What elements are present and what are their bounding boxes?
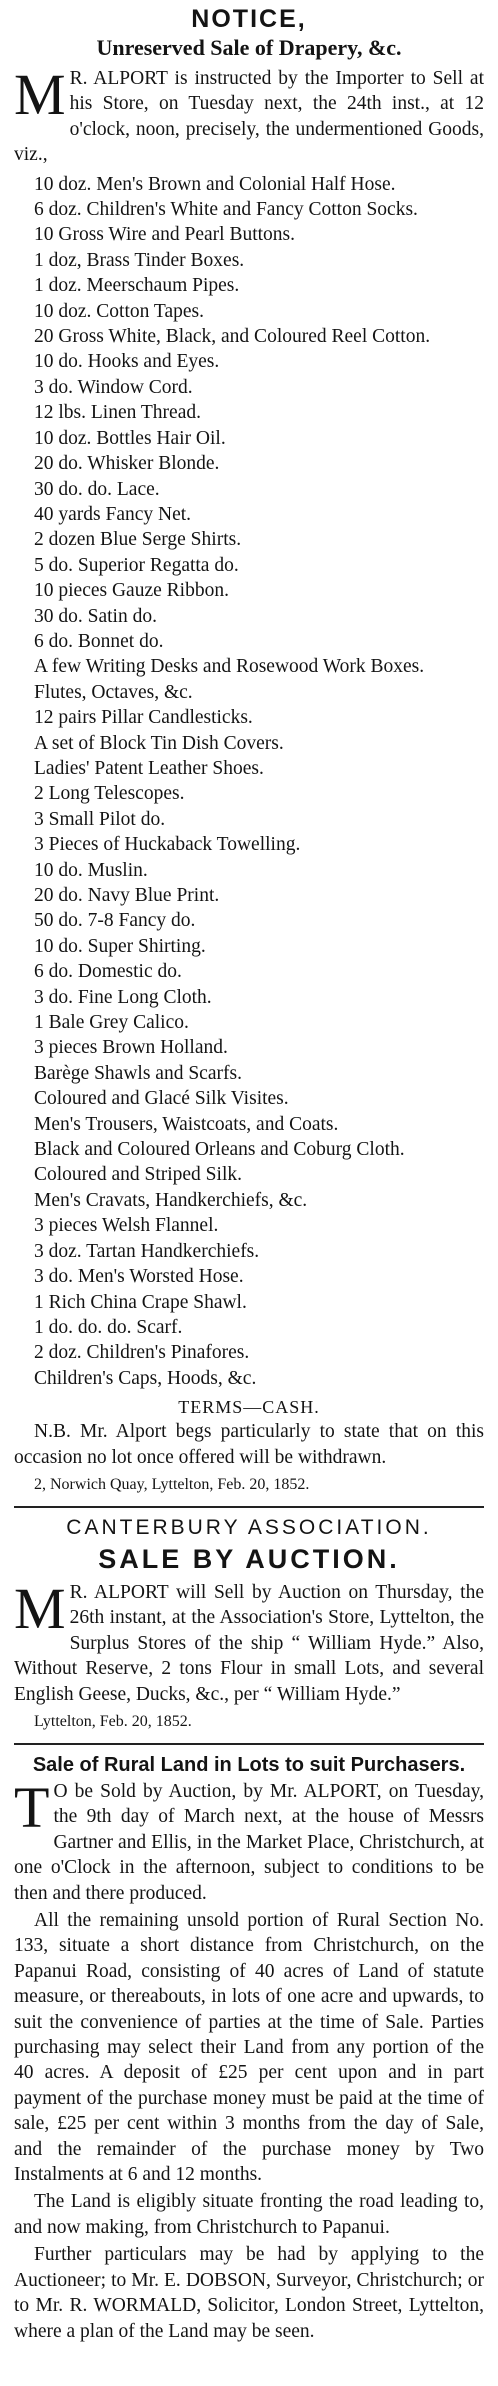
notice-title: NOTICE,	[191, 5, 307, 33]
goods-list-item: 1 Rich China Crape Shawl.	[34, 1291, 247, 1313]
goods-list-item: Flutes, Octaves, &c.	[34, 681, 193, 703]
association-title: SALE BY AUCTION.	[98, 1543, 400, 1574]
goods-list-item: 20 do. Whisker Blonde.	[34, 453, 220, 475]
goods-list-item: 1 doz. Meerschaum Pipes.	[34, 275, 240, 297]
goods-list-item: 1 do. do. do. Scarf.	[34, 1316, 183, 1338]
goods-list-item: 12 pairs Pillar Candlesticks.	[34, 707, 253, 729]
goods-list-item: 3 Pieces of Huckaback Towelling.	[34, 834, 301, 856]
goods-list-item: A set of Block Tin Dish Covers.	[34, 732, 284, 754]
association-dropcap: M	[14, 1575, 66, 1641]
goods-list-item: 12 lbs. Linen Thread.	[34, 402, 201, 424]
goods-list-item: 2 Long Telescopes.	[34, 783, 185, 805]
goods-list-item: 3 do. Men's Worsted Hose.	[34, 1266, 244, 1288]
goods-list-item: 10 doz. Cotton Tapes.	[34, 300, 204, 322]
goods-list-item: 10 Gross Wire and Pearl Buttons.	[34, 224, 295, 246]
rural-paragraph-3: The Land is eligibly situate fronting the road leading to, and now making, from Christchurch to Papanui.	[14, 2191, 484, 2238]
goods-list-item: 50 do. 7-8 Fancy do.	[34, 910, 196, 932]
goods-list-item: 20 Gross White, Black, and Coloured Reel Cotton.	[34, 326, 431, 348]
section-divider	[14, 1743, 484, 1745]
association-body-text: R. ALPORT will Sell by Auction on Thursday, the 26th instant, at the Association's Store, Lyttelton, the Surplus Stores of the ship “ William Hyde.” Also, Without Reserve, 2 tons Flour in small Lots, and several English Geese, Ducks, &c., per “ William Hyde.”	[14, 1581, 484, 1705]
goods-list-item: 6 doz. Children's White and Fancy Cotton Socks.	[34, 199, 418, 221]
goods-list-item: Children's Caps, Hoods, &c.	[34, 1367, 257, 1389]
rural-paragraph-4: Further particulars may be had by applying to the Auctioneer; to Mr. E. DOBSON, Surveyor, Christchurch; or to Mr. R. WORMALD, Solicitor, London Street, Lyttelton, where a plan of the Land may be seen.	[14, 2244, 484, 2342]
goods-list-item: Coloured and Striped Silk.	[34, 1164, 242, 1186]
goods-list-item: 30 do. Satin do.	[34, 605, 157, 627]
goods-list-item: 10 do. Super Shirting.	[34, 935, 206, 957]
goods-list-item: Black and Coloured Orleans and Coburg Cloth.	[34, 1139, 405, 1161]
association-dateline: Lyttelton, Feb. 20, 1852.	[34, 1712, 192, 1730]
association-header: CANTERBURY ASSOCIATION.	[66, 1515, 432, 1539]
goods-list-item: 20 do. Navy Blue Print.	[34, 885, 220, 906]
notice-dateline: 2, Norwich Quay, Lyttelton, Feb. 20, 1852.	[34, 1475, 310, 1493]
rural-dropcap: T	[14, 1774, 50, 1840]
goods-list-item: Coloured and Glacé Silk Visites.	[34, 1088, 289, 1110]
goods-list-item: Men's Trousers, Waistcoats, and Coats.	[34, 1113, 339, 1135]
goods-list-item: 2 dozen Blue Serge Shirts.	[34, 529, 242, 551]
rural-paragraph-2: All the remaining unsold portion of Rural Section No. 133, situate a short distance from Christchurch, on the Papanui Road, consisting of 40 acres of Land of statute measure, or thereabouts, in lots of one acre and upwards, to suit the convenience of parties at the time of Sale. Parties purchasing may select their Land from any portion of the 40 acres. A deposit of £25 per cent upon and in part payment of the purchase money must be paid at the time of sale, £25 per cent within 3 months from the day of Sale, and the remainder of the purchase money by Two Instalments at 6 and 12 months.	[14, 1910, 484, 2186]
association-advertisement	[14, 1514, 484, 1733]
newspaper-column	[14, 0, 484, 2344]
goods-list-item: 1 doz, Brass Tinder Boxes.	[34, 249, 245, 271]
rural-paragraph-1	[14, 1774, 484, 1906]
notice-dropcap: M	[14, 62, 66, 127]
goods-list-item: A few Writing Desks and Rosewood Work Boxes.	[34, 656, 425, 678]
notice-intro-text: R. ALPORT is instructed by the Importer to Sell at his Store, on Tuesday next, the 24th inst., at 12 o'clock, noon, precisely, the undermentioned Goods, viz.,	[14, 68, 484, 166]
notice-subtitle: Unreserved Sale of Drapery, &c.	[96, 35, 402, 60]
goods-list-item: 3 doz. Tartan Handkerchiefs.	[34, 1240, 260, 1262]
goods-list-item: 3 do. Window Cord.	[34, 376, 193, 398]
notice-goods-list	[14, 172, 484, 1392]
goods-list-item: 10 do. Hooks and Eyes.	[34, 351, 220, 373]
goods-list-item: 30 do. do. Lace.	[34, 478, 160, 500]
goods-list-item: 6 do. Bonnet do.	[34, 630, 164, 652]
goods-list-item: 2 doz. Children's Pinafores.	[34, 1342, 250, 1364]
rural-land-advertisement	[14, 1751, 484, 2344]
goods-list-item: 3 pieces Welsh Flannel.	[34, 1215, 219, 1237]
goods-list-item: 5 do. Superior Regatta do.	[34, 554, 239, 576]
notice-nb: N.B. Mr. Alport begs particularly to state that on this occasion no lot once offered will be withdrawn.	[14, 1421, 484, 1468]
goods-list-item: Ladies' Patent Leather Shoes.	[34, 757, 264, 779]
goods-list-item: Barège Shawls and Scarfs.	[34, 1062, 242, 1084]
goods-list-item: 3 pieces Brown Holland.	[34, 1037, 228, 1059]
goods-list-item: 3 Small Pilot do.	[34, 808, 166, 830]
goods-list-item: 40 yards Fancy Net.	[34, 503, 192, 525]
rural-paragraph-1-text: O be Sold by Auction, by Mr. ALPORT, on Tuesday, the 9th day of March next, at the house of Messrs Gartner and Ellis, in the Market Place, Christchurch, at one o'Clock in the afternoon, subject to conditions to be then and there produced.	[14, 1780, 484, 1904]
rural-title: Sale of Rural Land in Lots to suit Purchasers.	[32, 1753, 466, 1776]
goods-list-item: 10 doz. Men's Brown and Colonial Half Hose.	[34, 173, 396, 195]
goods-list-item: Men's Cravats, Handkerchiefs, &c.	[34, 1189, 308, 1211]
goods-list-item: 10 pieces Gauze Ribbon.	[34, 580, 229, 602]
notice-intro	[14, 62, 484, 168]
goods-list-item: 10 doz. Bottles Hair Oil.	[34, 427, 226, 449]
notice-advertisement	[14, 4, 484, 1496]
section-divider	[14, 1506, 484, 1508]
goods-list-item: 3 do. Fine Long Cloth.	[34, 986, 212, 1008]
association-body	[14, 1575, 484, 1707]
goods-list-item: 6 do. Domestic do.	[34, 961, 182, 983]
goods-list-item: 10 do. Muslin.	[34, 859, 148, 881]
goods-list-item: 1 Bale Grey Calico.	[34, 1012, 189, 1034]
notice-terms: TERMS—CASH.	[178, 1397, 320, 1418]
